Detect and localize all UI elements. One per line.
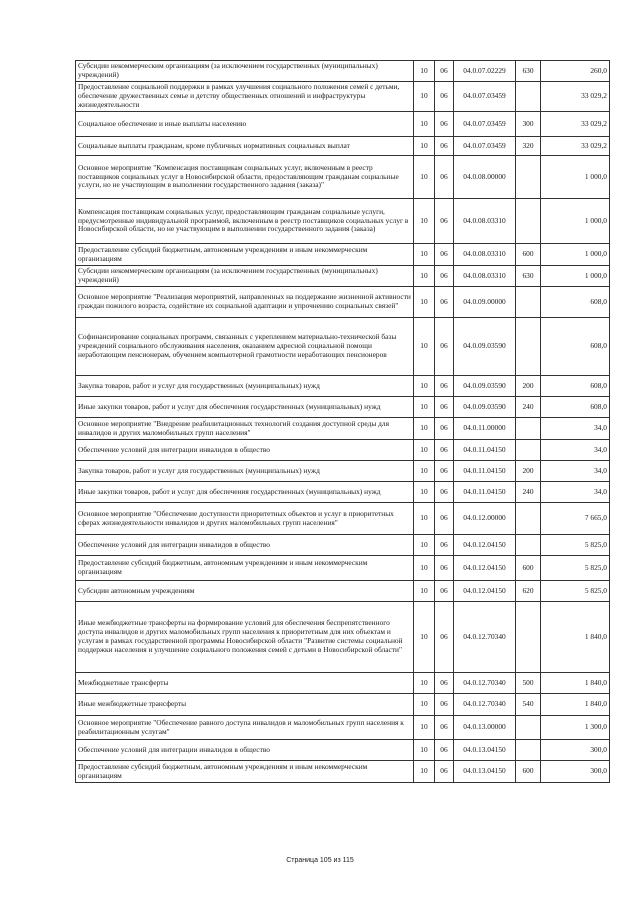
- row-name-cell: Обеспечение условий для интеграции инвалидов в общество: [76, 440, 414, 461]
- row-name-cell: Субсидии некоммерческим организациям (за исключением государственных (муниципальных) учреждений): [76, 61, 414, 82]
- target-article-cell: 04.0.08.03310: [454, 244, 516, 266]
- expense-type-cell: 240: [516, 482, 541, 503]
- target-article-cell: 04.0.11.00000: [454, 418, 516, 440]
- amount-cell: 5 825,0: [541, 581, 610, 602]
- target-article-cell: 04.0.09.00000: [454, 287, 516, 318]
- target-article-cell: 04.0.11.04150: [454, 482, 516, 503]
- budget-table: [75, 60, 610, 783]
- expense-type-cell: [516, 740, 541, 761]
- expense-type-cell: 200: [516, 461, 541, 482]
- subsection-code-cell: 06: [435, 397, 454, 418]
- subsection-code-cell: 06: [435, 376, 454, 397]
- amount-cell: 1 840,0: [541, 602, 610, 673]
- expense-type-cell: [516, 199, 541, 244]
- target-article-cell: 04.0.12.04150: [454, 581, 516, 602]
- section-code-cell: 10: [414, 673, 435, 694]
- row-name-cell: Иные межбюджетные трансферты на формирование условий для обеспечения беспрепятственного доступа инвалидов и других маломобильных групп населения к приоритетным для них объектам и услугам в рамках государственной программы Новосибирской области "Развитие системы социальной поддержки населения и улучшение социального положения семей с детьми в Новосибирской области": [76, 602, 414, 673]
- row-name-cell: Иные закупки товаров, работ и услуг для обеспечения государственных (муниципальных) нужд: [76, 482, 414, 503]
- table-row: [76, 503, 610, 535]
- amount-cell: 608,0: [541, 318, 610, 376]
- subsection-code-cell: 06: [435, 761, 454, 783]
- amount-cell: 34,0: [541, 418, 610, 440]
- row-name-cell: Предоставление субсидий бюджетным, автономным учреждениям и иным некоммерческим организациям: [76, 761, 414, 783]
- section-code-cell: 10: [414, 418, 435, 440]
- section-code-cell: 10: [414, 266, 435, 287]
- section-code-cell: 10: [414, 716, 435, 740]
- row-name-cell: Иные межбюджетные трансферты: [76, 694, 414, 716]
- expense-type-cell: 620: [516, 581, 541, 602]
- target-article-cell: 04.0.09.03590: [454, 318, 516, 376]
- table-row: [76, 440, 610, 461]
- expense-type-cell: [516, 535, 541, 556]
- amount-cell: 33 029,2: [541, 112, 610, 137]
- table-row: [76, 761, 610, 783]
- subsection-code-cell: 06: [435, 694, 454, 716]
- table-row: [76, 137, 610, 156]
- row-name-cell: Социальное обеспечение и иные выплаты населению: [76, 112, 414, 137]
- subsection-code-cell: 06: [435, 82, 454, 112]
- target-article-cell: 04.0.12.70340: [454, 673, 516, 694]
- table-row: [76, 602, 610, 673]
- target-article-cell: 04.0.07.03459: [454, 112, 516, 137]
- expense-type-cell: [516, 156, 541, 199]
- target-article-cell: 04.0.08.03310: [454, 266, 516, 287]
- amount-cell: 34,0: [541, 461, 610, 482]
- table-row: [76, 740, 610, 761]
- amount-cell: 5 825,0: [541, 535, 610, 556]
- row-name-cell: Обеспечение условий для интеграции инвалидов в общество: [76, 740, 414, 761]
- expense-type-cell: [516, 287, 541, 318]
- section-code-cell: 10: [414, 318, 435, 376]
- amount-cell: 34,0: [541, 482, 610, 503]
- target-article-cell: 04.0.09.03590: [454, 397, 516, 418]
- amount-cell: 300,0: [541, 740, 610, 761]
- expense-type-cell: 240: [516, 397, 541, 418]
- row-name-cell: Софинансирование социальных программ, связанных с укреплением материально-технической базы учреждений социального обслуживания населения, оказанием адресной социальной помощи неработающим пенсионерам, обучением компьютерной грамотности неработающих пенсионеров: [76, 318, 414, 376]
- row-name-cell: Субсидии автономным учреждениям: [76, 581, 414, 602]
- section-code-cell: 10: [414, 112, 435, 137]
- amount-cell: 1 000,0: [541, 199, 610, 244]
- target-article-cell: 04.0.09.03590: [454, 376, 516, 397]
- row-name-cell: Предоставление субсидий бюджетным, автономным учреждениям и иным некоммерческим организациям: [76, 244, 414, 266]
- subsection-code-cell: 06: [435, 199, 454, 244]
- table-row: [76, 112, 610, 137]
- section-code-cell: 10: [414, 82, 435, 112]
- amount-cell: 608,0: [541, 376, 610, 397]
- subsection-code-cell: 06: [435, 112, 454, 137]
- target-article-cell: 04.0.12.70340: [454, 694, 516, 716]
- table-row: [76, 673, 610, 694]
- table-row: [76, 694, 610, 716]
- expense-type-cell: [516, 503, 541, 535]
- table-row: [76, 244, 610, 266]
- table-row: [76, 418, 610, 440]
- expense-type-cell: [516, 82, 541, 112]
- table-row: [76, 199, 610, 244]
- row-name-cell: Закупка товаров, работ и услуг для государственных (муниципальных) нужд: [76, 461, 414, 482]
- row-name-cell: Обеспечение условий для интеграции инвалидов в общество: [76, 535, 414, 556]
- section-code-cell: 10: [414, 137, 435, 156]
- section-code-cell: 10: [414, 694, 435, 716]
- section-code-cell: 10: [414, 287, 435, 318]
- section-code-cell: 10: [414, 61, 435, 82]
- row-name-cell: Иные закупки товаров, работ и услуг для обеспечения государственных (муниципальных) нужд: [76, 397, 414, 418]
- section-code-cell: 10: [414, 461, 435, 482]
- subsection-code-cell: 06: [435, 318, 454, 376]
- row-name-cell: Субсидии некоммерческим организациям (за исключением государственных (муниципальных) учреждений): [76, 266, 414, 287]
- table-row: [76, 376, 610, 397]
- table-row: [76, 266, 610, 287]
- expense-type-cell: 500: [516, 673, 541, 694]
- row-name-cell: Закупка товаров, работ и услуг для государственных (муниципальных) нужд: [76, 376, 414, 397]
- target-article-cell: 04.0.08.03310: [454, 199, 516, 244]
- subsection-code-cell: 06: [435, 602, 454, 673]
- subsection-code-cell: 06: [435, 482, 454, 503]
- section-code-cell: 10: [414, 556, 435, 581]
- expense-type-cell: [516, 602, 541, 673]
- expense-type-cell: 600: [516, 244, 541, 266]
- expense-type-cell: 630: [516, 61, 541, 82]
- subsection-code-cell: 06: [435, 716, 454, 740]
- target-article-cell: 04.0.12.04150: [454, 535, 516, 556]
- amount-cell: 5 825,0: [541, 556, 610, 581]
- target-article-cell: 04.0.12.04150: [454, 556, 516, 581]
- section-code-cell: 10: [414, 397, 435, 418]
- amount-cell: 34,0: [541, 440, 610, 461]
- subsection-code-cell: 06: [435, 418, 454, 440]
- expense-type-cell: [516, 318, 541, 376]
- amount-cell: 608,0: [541, 287, 610, 318]
- budget-table-body: [76, 61, 610, 783]
- amount-cell: 1 000,0: [541, 266, 610, 287]
- subsection-code-cell: 06: [435, 137, 454, 156]
- expense-type-cell: 200: [516, 376, 541, 397]
- expense-type-cell: 320: [516, 137, 541, 156]
- expense-type-cell: 600: [516, 556, 541, 581]
- amount-cell: 260,0: [541, 61, 610, 82]
- expense-type-cell: [516, 440, 541, 461]
- section-code-cell: 10: [414, 440, 435, 461]
- subsection-code-cell: 06: [435, 740, 454, 761]
- section-code-cell: 10: [414, 740, 435, 761]
- section-code-cell: 10: [414, 535, 435, 556]
- subsection-code-cell: 06: [435, 581, 454, 602]
- amount-cell: 1 000,0: [541, 156, 610, 199]
- section-code-cell: 10: [414, 376, 435, 397]
- row-name-cell: Межбюджетные трансферты: [76, 673, 414, 694]
- expense-type-cell: 540: [516, 694, 541, 716]
- row-name-cell: Предоставление социальной поддержки в рамках улучшения социального положения семей с детьми, обеспечение дружественных семье и детству общественных отношений и инфраструктуры жизнедеятельности: [76, 82, 414, 112]
- subsection-code-cell: 06: [435, 461, 454, 482]
- table-row: [76, 581, 610, 602]
- target-article-cell: 04.0.12.70340: [454, 602, 516, 673]
- amount-cell: 1 300,0: [541, 716, 610, 740]
- table-row: [76, 287, 610, 318]
- amount-cell: 608,0: [541, 397, 610, 418]
- subsection-code-cell: 06: [435, 503, 454, 535]
- target-article-cell: 04.0.11.04150: [454, 461, 516, 482]
- section-code-cell: 10: [414, 602, 435, 673]
- amount-cell: 33 029,2: [541, 82, 610, 112]
- table-row: [76, 156, 610, 199]
- target-article-cell: 04.0.13.00000: [454, 716, 516, 740]
- table-row: [76, 556, 610, 581]
- table-row: [76, 716, 610, 740]
- row-name-cell: Основное мероприятие "Обеспечение доступности приоритетных объектов и услуг в приоритетных сферах жизнедеятельности инвалидов и других маломобильных групп населения": [76, 503, 414, 535]
- row-name-cell: Предоставление субсидий бюджетным, автономным учреждениям и иным некоммерческим организациям: [76, 556, 414, 581]
- subsection-code-cell: 06: [435, 535, 454, 556]
- target-article-cell: 04.0.13.04150: [454, 740, 516, 761]
- table-row: [76, 535, 610, 556]
- expense-type-cell: 600: [516, 761, 541, 783]
- subsection-code-cell: 06: [435, 287, 454, 318]
- table-row: [76, 82, 610, 112]
- table-row: [76, 61, 610, 82]
- amount-cell: 1 840,0: [541, 673, 610, 694]
- target-article-cell: 04.0.07.03459: [454, 137, 516, 156]
- subsection-code-cell: 06: [435, 266, 454, 287]
- row-name-cell: Социальные выплаты гражданам, кроме публичных нормативных социальных выплат: [76, 137, 414, 156]
- amount-cell: 1 840,0: [541, 694, 610, 716]
- section-code-cell: 10: [414, 761, 435, 783]
- section-code-cell: 10: [414, 156, 435, 199]
- amount-cell: 1 000,0: [541, 244, 610, 266]
- expense-type-cell: [516, 418, 541, 440]
- table-row: [76, 397, 610, 418]
- section-code-cell: 10: [414, 199, 435, 244]
- table-row: [76, 482, 610, 503]
- page-footer: Страница 105 из 115: [286, 857, 354, 864]
- expense-type-cell: 630: [516, 266, 541, 287]
- target-article-cell: 04.0.07.02229: [454, 61, 516, 82]
- amount-cell: 7 665,0: [541, 503, 610, 535]
- target-article-cell: 04.0.07.03459: [454, 82, 516, 112]
- target-article-cell: 04.0.13.04150: [454, 761, 516, 783]
- subsection-code-cell: 06: [435, 156, 454, 199]
- section-code-cell: 10: [414, 581, 435, 602]
- section-code-cell: 10: [414, 482, 435, 503]
- target-article-cell: 04.0.12.00000: [454, 503, 516, 535]
- subsection-code-cell: 06: [435, 556, 454, 581]
- expense-type-cell: 300: [516, 112, 541, 137]
- target-article-cell: 04.0.08.00000: [454, 156, 516, 199]
- amount-cell: 33 029,2: [541, 137, 610, 156]
- subsection-code-cell: 06: [435, 244, 454, 266]
- table-row: [76, 318, 610, 376]
- section-code-cell: 10: [414, 244, 435, 266]
- amount-cell: 300,0: [541, 761, 610, 783]
- row-name-cell: Основное мероприятие "Компенсация поставщикам социальных услуг, включенным в реестр поставщиков социальных услуг в Новосибирской области, предоставляющим гражданам социальные услуги, но не участвующим в выполнении государственного задания (заказа)": [76, 156, 414, 199]
- table-row: [76, 461, 610, 482]
- row-name-cell: Основное мероприятие "Внедрение реабилитационных технологий создания доступной среды для инвалидов и других маломобильных групп населения": [76, 418, 414, 440]
- row-name-cell: Основное мероприятие "Реализация мероприятий, направленных на поддержание жизненной активности граждан пожилого возраста, содействие их социальной адаптации и упрочнению социальных связей": [76, 287, 414, 318]
- subsection-code-cell: 06: [435, 61, 454, 82]
- section-code-cell: 10: [414, 503, 435, 535]
- row-name-cell: Основное мероприятие "Обеспечение равного доступа инвалидов и маломобильных групп населения к реабилитационным услугам": [76, 716, 414, 740]
- expense-type-cell: [516, 716, 541, 740]
- target-article-cell: 04.0.11.04150: [454, 440, 516, 461]
- row-name-cell: Компенсация поставщикам социальных услуг, предоставляющим гражданам социальные услуги, предусмотренные индивидуальной программой, включенным в реестр поставщиков социальных услуг в Новосибирской области, но не участвующим в выполнении государственного задания (заказа): [76, 199, 414, 244]
- subsection-code-cell: 06: [435, 440, 454, 461]
- subsection-code-cell: 06: [435, 673, 454, 694]
